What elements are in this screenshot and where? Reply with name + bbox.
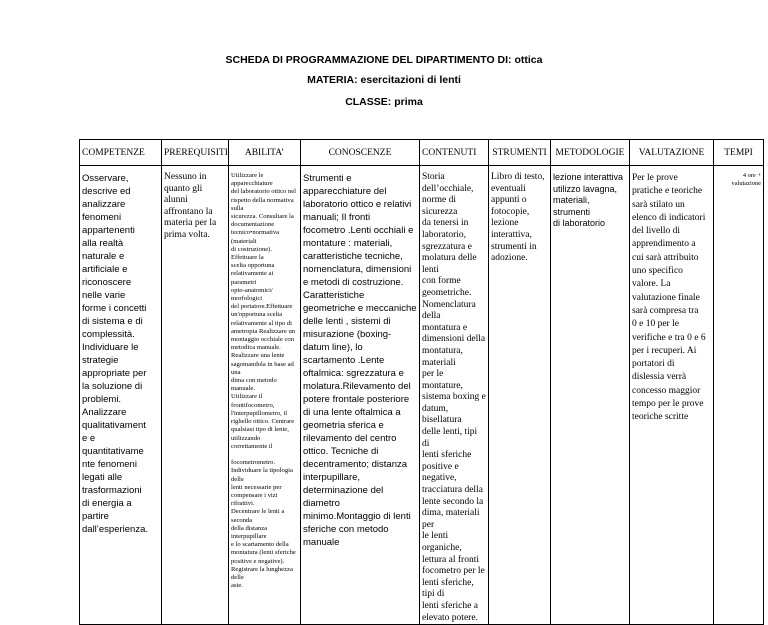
contenuti-text: Storia dell’occhiale, norme di sicurezza da tenersi in laboratorio, sgrezzatura e molatura delle lenti con forme geometriche. Nomenclatura della montatura e dimensioni della montatura, materiali per le montature, sistema boxing e datum, bisellatura delle lenti, tipi di lenti sferiche positive e negative, tracciatura della lente secondo la dima, materiali per le lenti organiche, lettura al fronti focometro per le lenti sferiche, tipi di lenti sferiche a elevato potere. <box>422 172 486 623</box>
col-header-metodologie: METODOLOGIE <box>551 140 630 166</box>
col-header-abilita: ABILITA’ <box>229 140 301 166</box>
col-header-tempi: TEMPI <box>714 140 764 166</box>
cell-competenze <box>80 166 162 625</box>
abilita-text: Utilizzare le apparecchiature del laboratorio ottico nel rispetto della normativa sulla sicurezza. Consultare la documentazione tecnico•normativa (materiali di costruzione). Effettuare la scelta opportuna relativamente ai parametri opto-anatomici/ morfologici del portatore.Effettuare un'opportuna scelta relativamente al tipo di ametropia Realizzare un montaggio occhiale con metodica manuale. Realizzare una lente sagomandola in base ad una dima con metodo manuale. Utilizzare il frontifocometro, l'interpupillometro, il righello ottico. Centrare qualsiasi tipo di lente, utilizzando correttamente il focometrometro. Individuare la tipologia delle lenti necessarie per compensare i vizi rifrattivi. Decentrare le lenti a seconda della distanza interpupillare e lo scartamento della montatura (lenti sferiche positive e negative). Registrare la lunghezza delle aste. <box>231 172 297 590</box>
metodologie-text: lezione interattiva utilizzo lavagna, materiali, strumenti di laboratorio <box>553 172 624 228</box>
cell-prerequisiti <box>162 166 229 625</box>
cell-strumenti <box>489 166 551 625</box>
header-row <box>80 140 764 166</box>
col-header-conoscenze: CONOSCENZE <box>301 140 420 166</box>
content-row <box>80 166 764 625</box>
programming-table <box>79 139 764 625</box>
document-title: SCHEDA DI PROGRAMMAZIONE DEL DIPARTIMENTO DI: ottica <box>225 54 543 66</box>
competenze-text: Osservare, descrive ed analizzare fenomeni appartenenti alla realtà naturale e artificiale e riconoscere nelle varie forme i concetti di sistema e di complessità. Individuare le strategie appropriate per la soluzione di problemi. Analizzare qualitativament e e quantitativame nte fenomeni legati alle trasformazioni di energia a partire dall’esperienza. <box>82 173 149 535</box>
cell-abilita <box>229 166 301 625</box>
col-header-prerequisiti: PREREQUISITI <box>162 140 229 166</box>
prerequisiti-text: Nessuno in quanto gli alunni affrontano la materia per la prima volta. <box>164 172 217 240</box>
col-header-contenuti: CONTENUTI <box>420 140 489 166</box>
strumenti-text: Libro di testo, eventuali appunti o fotocopie, lezione interattiva, strumenti in adozione. <box>491 172 545 264</box>
col-header-strumenti: STRUMENTI <box>489 140 551 166</box>
col-header-competenze: COMPETENZE <box>80 140 162 166</box>
subject-line: MATERIA: esercitazioni di lenti <box>307 74 461 86</box>
tempi-text: 4 ore + valutazione <box>731 172 761 187</box>
cell-valutazione <box>630 166 714 625</box>
conoscenze-text: Strumenti e apparecchiature del laboratorio ottico e relativi manuali; Il fronti focometro .Lenti occhiali e montature : materiali, caratteristiche tecniche, nomenclatura, dimensioni e metodi di costruzione. Caratteristiche geometriche e meccaniche delle lenti , sistemi di misurazione (boxing- datum line), lo scartamento .Lente oftalmica: sgrezzatura e molatura.Rilevamento del potere frontale posteriore di una lente oftalmica a geometria sferica e rilevamento del centro ottico. Tecniche di decentramento; distanza interpupillare, determinazione del diametro minimo.Montaggio di lenti sferiche con metodo manuale <box>303 173 417 548</box>
cell-tempi <box>714 166 764 625</box>
class-line: CLASSE: prima <box>345 96 423 108</box>
cell-conoscenze <box>301 166 420 625</box>
valutazione-text: Per le prove pratiche e teoriche sarà stilato un elenco di indicatori del livello di apprendimento a cui sarà attribuito uno specifico valore. La valutazione finale sarà compresa tra 0 e 10 per le verifiche e tra 0 e 6 per i recuperi. Ai portatori di dislessia verrà concesso maggior tempo per le prove teoriche scritte <box>632 173 706 423</box>
cell-metodologie <box>551 166 630 625</box>
cell-contenuti <box>420 166 489 625</box>
col-header-valutazione: VALUTAZIONE <box>630 140 714 166</box>
